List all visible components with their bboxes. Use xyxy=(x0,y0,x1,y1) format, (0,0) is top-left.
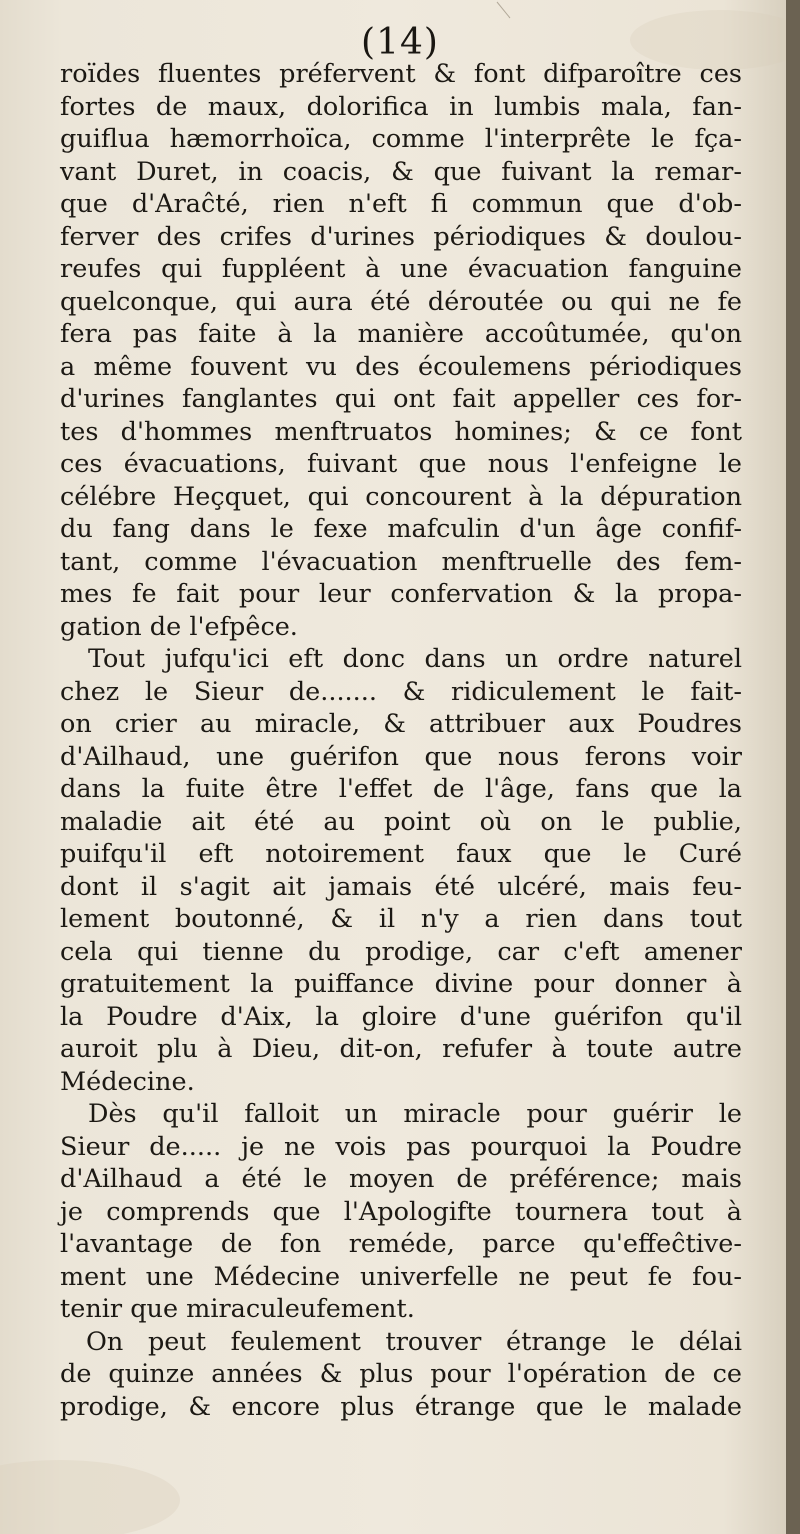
page-number: (14) xyxy=(361,22,439,63)
text-line: Tout jufqu'ici eft donc dans un ordre naturel xyxy=(88,644,742,674)
text-line: mes fe fait pour leur confervation & la propa- xyxy=(60,579,742,609)
text-line: gation de l'efpêce. xyxy=(60,611,298,642)
text-line: prodige, & encore plus étrange que le malade xyxy=(60,1391,742,1422)
text-line: que d'Araĉté, rien n'eft fi commun que d'ob- xyxy=(60,189,742,219)
text-line: du fang dans le fexe mafculin d'un âge confif- xyxy=(60,514,742,544)
text-line: auroit plu à Dieu, dit-on, refufer à toute autre xyxy=(60,1034,742,1064)
text-line: vant Duret, in coacis, & que fuivant la remar- xyxy=(60,156,742,187)
text-line: Dès qu'il falloit un miracle pour guérir le xyxy=(88,1099,742,1129)
text-line: tes d'hommes menftruatos homines; & ce font xyxy=(60,416,742,447)
text-line: je comprends que l'Apologifte tournera tout à xyxy=(60,1196,742,1227)
body-text xyxy=(60,58,742,1423)
text-line: Médecine. xyxy=(60,1066,195,1097)
text-line: d'urines fanglantes qui ont fait appeller ces for- xyxy=(60,384,742,414)
text-line: d'Ailhaud a été le moyen de préférence; mais xyxy=(60,1164,742,1194)
text-line: la Poudre d'Aix, la gloire d'une guérifon qu'il xyxy=(60,1001,742,1032)
text-line: tant, comme l'évacuation menftruelle des fem- xyxy=(60,546,742,577)
text-line: l'avantage de fon reméde, parce qu'effeĉtive- xyxy=(60,1229,742,1259)
text-line: puifqu'il eft notoirement faux que le Curé xyxy=(60,839,742,869)
text-line: d'Ailhaud, une guérifon que nous ferons voir xyxy=(60,741,742,772)
text-line: fera pas faite à la manière accoûtumée, qu'on xyxy=(60,319,742,349)
text-line: maladie ait été au point où on le publie, xyxy=(60,806,742,837)
text-line: cela qui tienne du prodige, car c'eft amener xyxy=(60,936,742,967)
text-line: célébre Heçquet, qui concourent à la dépuration xyxy=(60,481,742,512)
text-line: a même fouvent vu des écoulemens périodiques xyxy=(60,351,742,382)
text-line: chez le Sieur de....... & ridiculement le fait- xyxy=(60,676,742,707)
text-line: fortes de maux, dolorifica in lumbis mala, fan- xyxy=(60,91,742,122)
text-line: reufes qui fuppléent à une évacuation fanguine xyxy=(60,254,742,284)
text-line: tenir que miraculeufement. xyxy=(60,1294,415,1324)
text-line: roïdes fluentes préfervent & font difparoître ces xyxy=(60,59,742,89)
text-line: on crier au miracle, & attribuer aux Poudres xyxy=(60,709,742,739)
text-line: guiflua hæmorrhoïca, comme l'interprête le fça- xyxy=(60,124,742,154)
text-line: de quinze années & plus pour l'opération de ce xyxy=(60,1359,742,1389)
text-line: Sieur de..... je ne vois pas pourquoi la Poudre xyxy=(60,1131,742,1162)
text-line: ces évacuations, fuivant que nous l'enfeigne le xyxy=(60,449,742,479)
text-line: quelconque, qui aura été déroutée ou qui ne fe xyxy=(60,286,742,317)
text-line: On peut feulement trouver étrange le délai xyxy=(86,1326,742,1357)
text-line: ment une Médecine univerfelle ne peut fe fou- xyxy=(60,1261,742,1292)
text-line: lement boutonné, & il n'y a rien dans tout xyxy=(60,904,742,934)
text-line: gratuitement la puiffance divine pour donner à xyxy=(60,969,742,999)
text-line: dont il s'agit ait jamais été ulcéré, mais feu- xyxy=(60,871,742,902)
text-line: dans la fuite être l'effet de l'âge, fans que la xyxy=(60,774,742,804)
text-line: ferver des crifes d'urines périodiques & doulou- xyxy=(60,221,742,252)
